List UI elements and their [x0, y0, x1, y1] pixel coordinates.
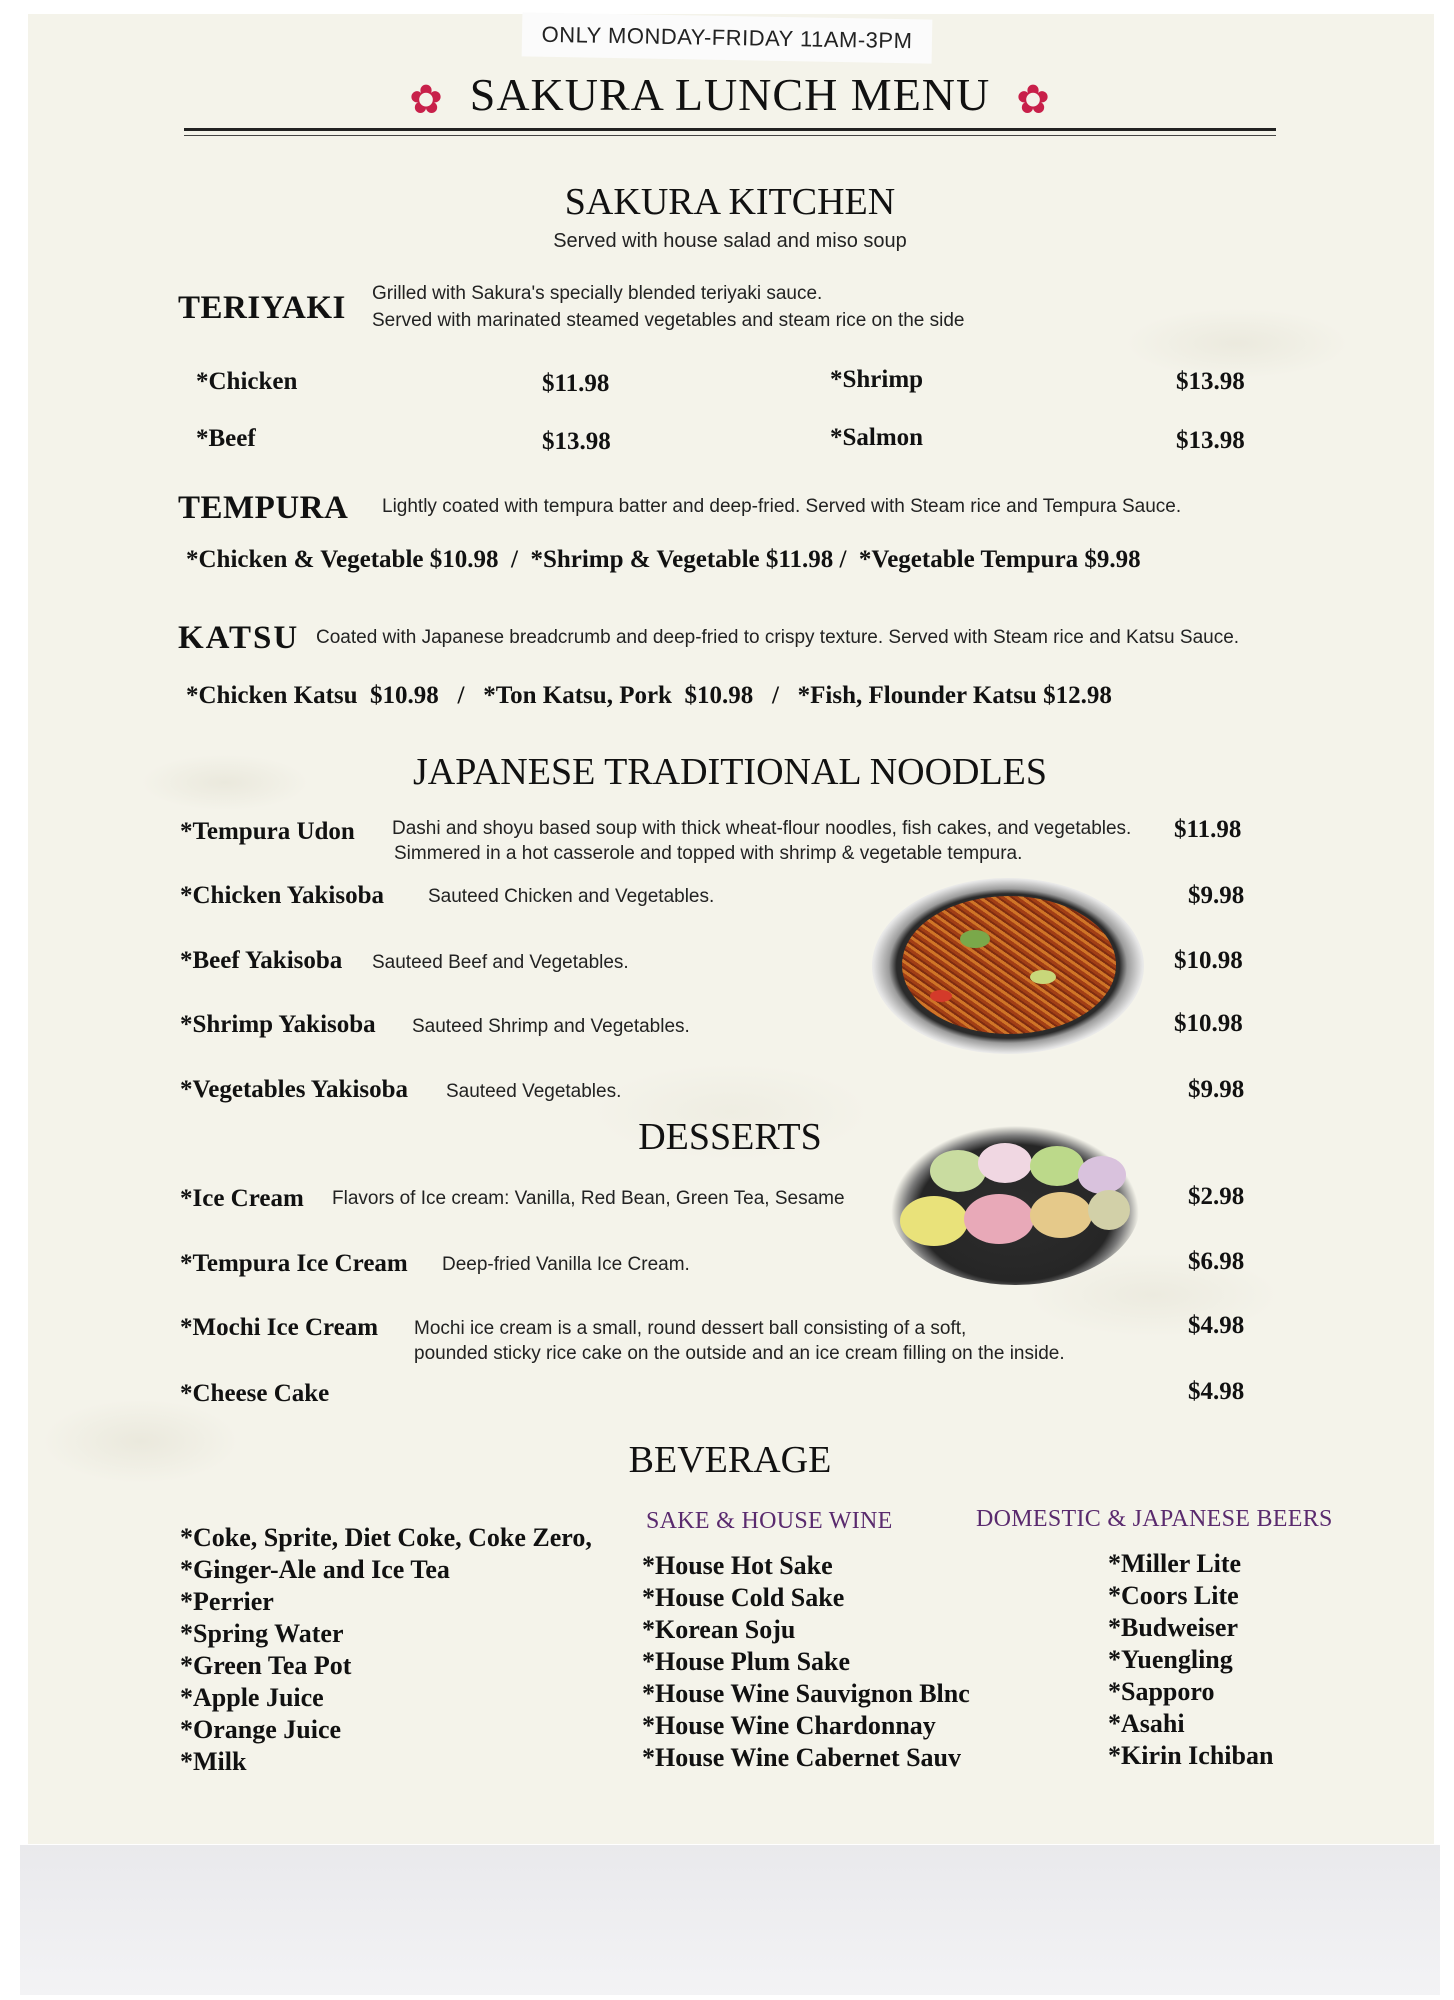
- scan-margin: [20, 1845, 1440, 1995]
- category-katsu: KATSU: [178, 620, 300, 656]
- item-name: *Cheese Cake: [180, 1380, 330, 1407]
- item-desc: Flavors of Ice cream: Vanilla, Red Bean, Green Tea, Sesame: [332, 1188, 845, 1209]
- tempura-prices: *Chicken & Vegetable $10.98 / *Shrimp & Vegetable $11.98 / *Vegetable Tempura $9.98: [186, 546, 1141, 573]
- list-item: *House Wine Sauvignon Blnc: [642, 1679, 970, 1708]
- list-item: *Ginger-Ale and Ice Tea: [180, 1555, 450, 1584]
- item-price: $13.98: [1176, 368, 1245, 395]
- item-price: $9.98: [1188, 1076, 1245, 1103]
- mochi-ball: [1088, 1190, 1130, 1230]
- menu-title-row: [180, 68, 1280, 123]
- tempura-desc: Lightly coated with tempura batter and deep-fried. Served with Steam rice and Tempura Sauce.: [382, 496, 1182, 517]
- section-title-kitchen: SAKURA KITCHEN: [564, 181, 896, 223]
- item-price: $10.98: [1174, 1010, 1243, 1037]
- item-name: *Ice Cream: [180, 1185, 304, 1212]
- mochi-ball: [964, 1194, 1034, 1244]
- list-item: *Miller Lite: [1108, 1549, 1242, 1578]
- item-price: $4.98: [1188, 1378, 1245, 1405]
- list-item: *Green Tea Pot: [180, 1651, 352, 1680]
- beer-list: [1108, 1548, 1273, 1772]
- mochi-ball: [1030, 1146, 1084, 1186]
- list-item: *Perrier: [180, 1587, 274, 1616]
- item-price: $10.98: [1174, 947, 1243, 974]
- section-title-noodles: JAPANESE TRADITIONAL NOODLES: [412, 751, 1048, 793]
- menu-title: SAKURA LUNCH MENU: [469, 69, 991, 120]
- vegetable-garnish: [930, 990, 952, 1002]
- sakura-flower-icon: ✿: [1016, 76, 1051, 122]
- mochi-ball: [930, 1150, 986, 1192]
- katsu-prices: *Chicken Katsu $10.98 / *Ton Katsu, Pork $10.98 / *Fish, Flounder Katsu $12.98: [186, 682, 1112, 709]
- soft-drinks-list: [180, 1522, 592, 1778]
- list-item: *Korean Soju: [642, 1615, 796, 1644]
- list-item: *House Wine Chardonnay: [642, 1711, 936, 1740]
- item-price: $13.98: [542, 428, 611, 455]
- list-item: *Orange Juice: [180, 1715, 342, 1744]
- item-price: $13.98: [1176, 427, 1245, 454]
- list-item: *House Hot Sake: [642, 1551, 833, 1580]
- category-teriyaki: TERIYAKI: [178, 290, 346, 326]
- vegetable-garnish: [960, 930, 990, 948]
- item-name: *Beef: [196, 425, 256, 452]
- item-price: $9.98: [1188, 882, 1245, 909]
- teriyaki-desc: Served with marinated steamed vegetables and steam rice on the side: [372, 310, 965, 331]
- yakisoba-noodles: [902, 896, 1116, 1034]
- item-desc: Sauteed Chicken and Vegetables.: [428, 886, 715, 907]
- sake-wine-list: [642, 1550, 970, 1774]
- item-name: *Vegetables Yakisoba: [180, 1076, 409, 1103]
- vegetable-garnish: [1030, 970, 1056, 984]
- item-desc: Sauteed Beef and Vegetables.: [372, 952, 629, 973]
- item-desc: Dashi and shoyu based soup with thick wheat-flour noodles, fish cakes, and vegetables.: [392, 818, 1132, 839]
- list-item: *Asahi: [1108, 1709, 1185, 1738]
- sake-wine-heading: SAKE & HOUSE WINE: [646, 1508, 893, 1534]
- item-price: $2.98: [1188, 1183, 1245, 1210]
- list-item: *House Cold Sake: [642, 1583, 845, 1612]
- item-name: *Beef Yakisoba: [180, 947, 343, 974]
- katsu-desc: Coated with Japanese breadcrumb and deep-fried to crispy texture. Served with Steam rice and Katsu Sauce.: [316, 627, 1240, 648]
- mochi-ball: [900, 1196, 968, 1246]
- list-item: *House Wine Cabernet Sauv: [642, 1743, 962, 1772]
- list-item: *House Plum Sake: [642, 1647, 851, 1676]
- item-price: $6.98: [1188, 1248, 1245, 1275]
- item-price: $4.98: [1188, 1312, 1245, 1339]
- item-desc: pounded sticky rice cake on the outside and an ice cream filling on the inside.: [414, 1343, 1065, 1364]
- beer-heading: DOMESTIC & JAPANESE BEERS: [976, 1506, 1333, 1532]
- item-name: *Tempura Udon: [180, 818, 355, 845]
- item-price: $11.98: [1174, 816, 1242, 843]
- list-item: *Budweiser: [1108, 1613, 1238, 1642]
- item-desc: Sauteed Vegetables.: [446, 1081, 622, 1102]
- title-divider: [184, 128, 1276, 131]
- item-price: $11.98: [542, 370, 610, 397]
- mochi-ball: [1078, 1156, 1126, 1194]
- list-item: *Apple Juice: [180, 1683, 324, 1712]
- sakura-flower-icon: ✿: [409, 76, 444, 122]
- item-name: *Salmon: [830, 424, 924, 451]
- list-item: *Coke, Sprite, Diet Coke, Coke Zero,: [180, 1523, 592, 1552]
- item-name: *Tempura Ice Cream: [180, 1250, 408, 1277]
- list-item: *Sapporo: [1108, 1677, 1215, 1706]
- item-name: *Shrimp: [830, 366, 924, 393]
- section-title-desserts: DESSERTS: [638, 1116, 822, 1158]
- teriyaki-desc: Grilled with Sakura's specially blended teriyaki sauce.: [372, 283, 823, 304]
- list-item: *Kirin Ichiban: [1108, 1741, 1274, 1770]
- item-name: *Chicken Yakisoba: [180, 882, 384, 909]
- kitchen-subtitle: Served with house salad and miso soup: [553, 230, 907, 252]
- item-name: *Mochi Ice Cream: [180, 1314, 379, 1341]
- mochi-ball: [978, 1143, 1032, 1183]
- mochi-ball: [1030, 1192, 1092, 1238]
- item-name: *Shrimp Yakisoba: [180, 1011, 376, 1038]
- section-title-beverage: BEVERAGE: [628, 1439, 832, 1481]
- item-desc: Sauteed Shrimp and Vegetables.: [412, 1016, 690, 1037]
- list-item: *Coors Lite: [1108, 1581, 1239, 1610]
- item-desc: Simmered in a hot casserole and topped with shrimp & vegetable tempura.: [394, 843, 1023, 864]
- list-item: *Spring Water: [180, 1619, 344, 1648]
- item-desc: Deep-fried Vanilla Ice Cream.: [442, 1254, 690, 1275]
- item-desc: Mochi ice cream is a small, round dessert ball consisting of a soft,: [414, 1318, 967, 1339]
- list-item: *Yuengling: [1108, 1645, 1233, 1674]
- list-item: *Milk: [180, 1747, 247, 1776]
- item-name: *Chicken: [196, 368, 298, 395]
- title-divider-thin: [184, 135, 1276, 136]
- hours-note: ONLY MONDAY-FRIDAY 11AM-3PM: [522, 12, 933, 63]
- category-tempura: TEMPURA: [178, 490, 349, 526]
